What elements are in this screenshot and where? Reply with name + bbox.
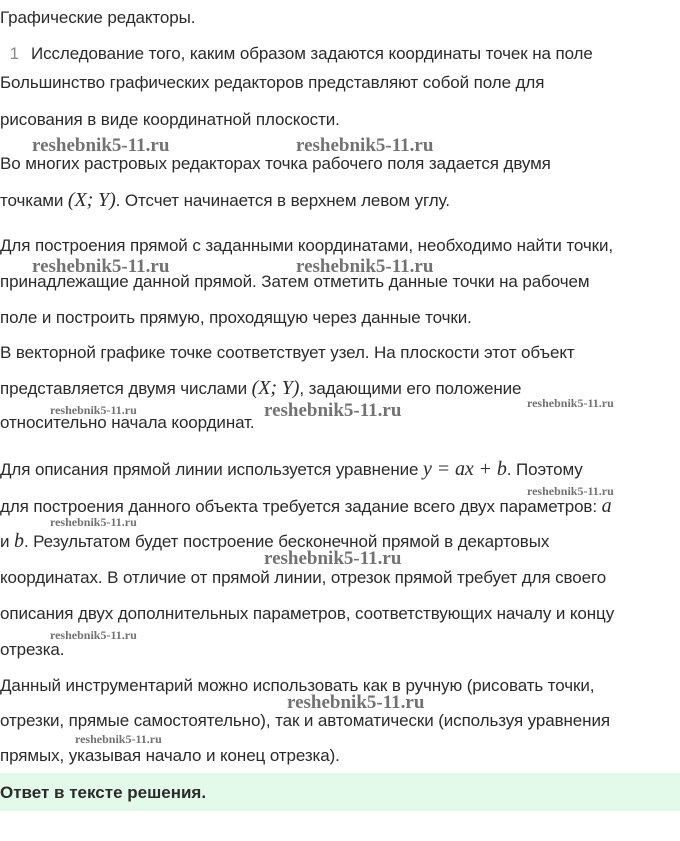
text-fragment: , задающими его положение — [299, 379, 522, 398]
paragraph-line: отрезки, прямые самостоятельно), так и автоматически (используя уравнения — [0, 711, 610, 730]
paragraph-line: Для построения прямой с заданными координатами, необходимо найти точки, — [0, 236, 614, 255]
heading: Графические редакторы. — [0, 8, 196, 27]
text-fragment: и — [0, 532, 15, 551]
watermark: reshebnik5-11.ru — [264, 548, 402, 569]
watermark: reshebnik5-11.ru — [296, 135, 434, 156]
watermark: reshebnik5-11.ru — [527, 484, 614, 498]
answer-text: Ответ в тексте решения. — [0, 783, 207, 802]
paragraph-line: поле и построить прямую, проходящую через данные точки. — [0, 308, 472, 327]
text-fragment: представляется двумя числами — [0, 379, 252, 398]
paragraph-line: Данный инструментарий можно использовать как в ручную (рисовать точки, — [0, 676, 595, 695]
paragraph-line: прямых, указывая начало и конец отрезка). — [0, 746, 340, 765]
watermark: reshebnik5-11.ru — [75, 732, 162, 746]
paragraph-line: рисования в виде координатной плоскости. — [0, 110, 340, 129]
paragraph-line: В векторной графике точке соответствует узел. На плоскости этот объект — [0, 343, 575, 362]
text-fragment: Для описания прямой линии используется уравнение — [0, 460, 423, 479]
math-expression: y = ax + b — [422, 458, 507, 480]
paragraph-line: описания двух дополнительных параметров, соответствующих началу и концу — [0, 604, 615, 623]
paragraph-line — [0, 496, 612, 517]
watermark: reshebnik5-11.ru — [296, 256, 434, 277]
list-item-text: Исследование того, каким образом задаются координаты точек на поле — [31, 44, 593, 63]
paragraph-line: Во многих растровых редакторах точка рабочего поля задается двумя — [0, 154, 551, 173]
paragraph-line — [0, 378, 521, 399]
watermark: reshebnik5-11.ru — [287, 692, 425, 713]
watermark: reshebnik5-11.ru — [50, 628, 137, 642]
text-fragment: . Отсчет начинается в верхнем левом углу. — [115, 191, 450, 210]
watermark: reshebnik5-11.ru — [32, 135, 170, 156]
paragraph-line — [0, 459, 583, 480]
text-fragment: точками — [0, 191, 68, 210]
watermark: reshebnik5-11.ru — [50, 403, 137, 417]
watermark: reshebnik5-11.ru — [527, 396, 614, 410]
text-fragment: . Результатом будет построение бесконечной прямой в декартовых — [23, 532, 550, 551]
paragraph-line: координатах. В отличие от прямой линии, отрезок прямой требует для своего — [0, 568, 607, 587]
watermark: reshebnik5-11.ru — [32, 256, 170, 277]
math-expression: (X; Y) — [251, 377, 300, 399]
paragraph-line: относительно начала координат. — [0, 413, 255, 432]
list-number: 1 — [9, 44, 19, 63]
paragraph-line: отрезка. — [0, 640, 65, 659]
text-fragment: . Поэтому — [506, 460, 583, 479]
paragraph-line: принадлежащие данной прямой. Затем отметить данные точки на рабочем — [0, 272, 590, 291]
math-expression: a — [601, 495, 612, 517]
math-expression: (X; Y) — [67, 189, 116, 211]
watermark: reshebnik5-11.ru — [50, 515, 137, 529]
answer-box — [0, 773, 680, 811]
paragraph-line: Большинство графических редакторов представляют собой поле для — [0, 73, 545, 92]
paragraph-line — [0, 190, 450, 211]
math-expression: b — [14, 530, 24, 552]
watermark: reshebnik5-11.ru — [264, 400, 402, 421]
list-item — [0, 44, 593, 64]
text-fragment: для построения данного объекта требуется задание всего двух параметров: — [0, 497, 602, 516]
